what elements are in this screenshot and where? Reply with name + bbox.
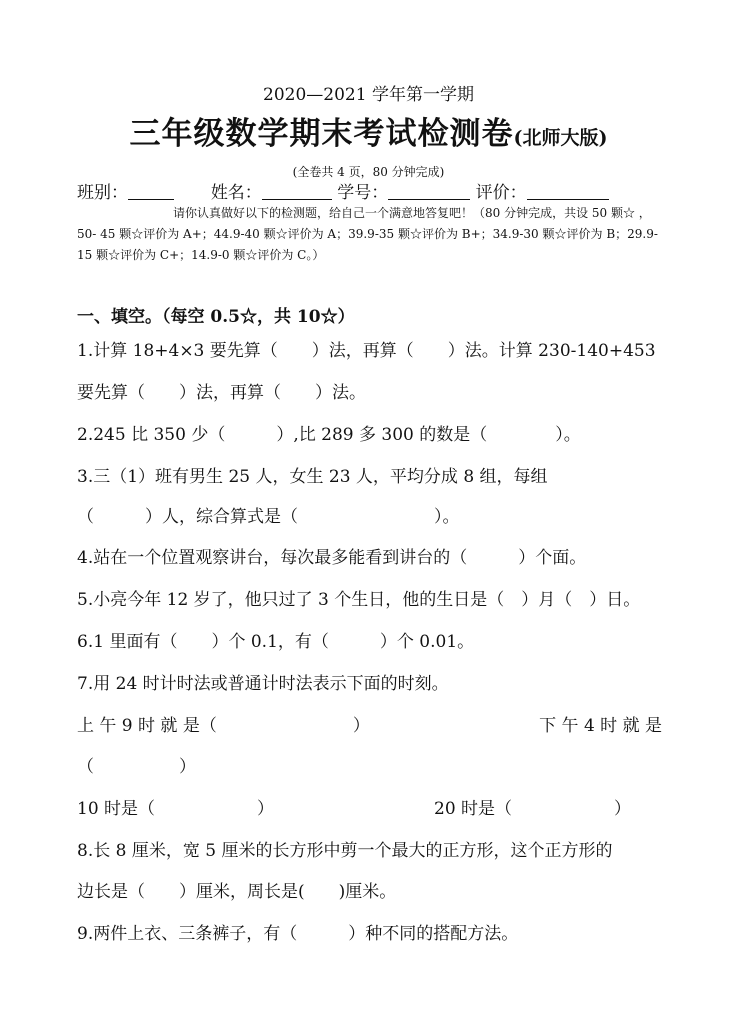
question-7: 7.用 24 时计时法或普通计时法表示下面的时刻。 bbox=[77, 674, 449, 694]
school-year: 2020—2021 学年第一学期 bbox=[263, 85, 474, 105]
student-info-row bbox=[77, 178, 609, 203]
question-3-line-2: （ ）人，综合算式是（ ）。 bbox=[77, 507, 460, 527]
question-5: 5.小亮今年 12 岁了，他只过了 3 个生日，他的生日是（ ）月（ ）日。 bbox=[77, 590, 641, 610]
name-field[interactable] bbox=[262, 182, 332, 200]
exam-edition: (北师大版) bbox=[513, 127, 608, 149]
class-field[interactable] bbox=[128, 182, 174, 200]
question-4: 4.站在一个位置观察讲台，每次最多能看到讲台的（ ）个面。 bbox=[77, 548, 587, 568]
grade-label: 评价： bbox=[475, 183, 527, 203]
id-label: 学号： bbox=[337, 183, 389, 203]
question-1-line-2: 要先算（ ）法，再算（ ）法。 bbox=[77, 383, 366, 403]
name-label: 姓名： bbox=[210, 183, 262, 203]
class-label: 班别： bbox=[77, 183, 128, 203]
question-7-10: 10 时是（ ） bbox=[77, 799, 275, 819]
question-7-row-1 bbox=[77, 711, 662, 736]
exam-title bbox=[0, 108, 737, 153]
id-field[interactable] bbox=[388, 182, 470, 200]
question-6: 6.1 里面有（ ）个 0.1，有（ ）个 0.01。 bbox=[77, 632, 475, 652]
question-7-am9: 上 午 9 时 就 是（ ） bbox=[77, 716, 370, 736]
instructions: 请你认真做好以下的检测题，给自己一个满意地答复吧！（80 分钟完成，共设 50 颗☆ ，50- 45 颗☆评价为 A+；44.9-40 颗☆评价为 A；39.9-35 颗☆评价为 B+；34.9-30 颗☆评价为 B；29.9-15 颗☆评价为 C+；14.9-0 颗☆评价为 C。） bbox=[77, 206, 658, 262]
question-7-pm4: 下 午 4 时 就 是 bbox=[539, 716, 662, 736]
question-1-line-1: 1.计算 18+4×3 要先算（ ）法，再算（ ）法。计算 230-140+453 bbox=[77, 341, 656, 361]
question-8-line-2: 边长是（ ）厘米，周长是( )厘米。 bbox=[77, 882, 397, 902]
question-8-line-1: 8.长 8 厘米，宽 5 厘米的长方形中剪一个最大的正方形，这个正方形的 bbox=[77, 841, 613, 861]
question-9: 9.两件上衣、三条裤子，有（ ）种不同的搭配方法。 bbox=[77, 924, 519, 944]
question-7-20: 20 时是（ ） bbox=[434, 799, 632, 819]
section-heading: 一、填空。（每空 0.5☆，共 10☆） bbox=[77, 307, 355, 327]
grade-field[interactable] bbox=[527, 182, 609, 200]
question-3-line-1: 3.三（1）班有男生 25 人，女生 23 人，平均分成 8 组，每组 bbox=[77, 467, 548, 487]
question-2: 2.245 比 350 少（ ）,比 289 多 300 的数是（ ）。 bbox=[77, 425, 581, 445]
exam-title-main: 三年级数学期末考试检测卷 bbox=[129, 116, 514, 152]
exam-note: (全卷共 4 页，80 分钟完成) bbox=[292, 165, 445, 179]
question-7-pm4-blank: （ ） bbox=[77, 757, 196, 777]
